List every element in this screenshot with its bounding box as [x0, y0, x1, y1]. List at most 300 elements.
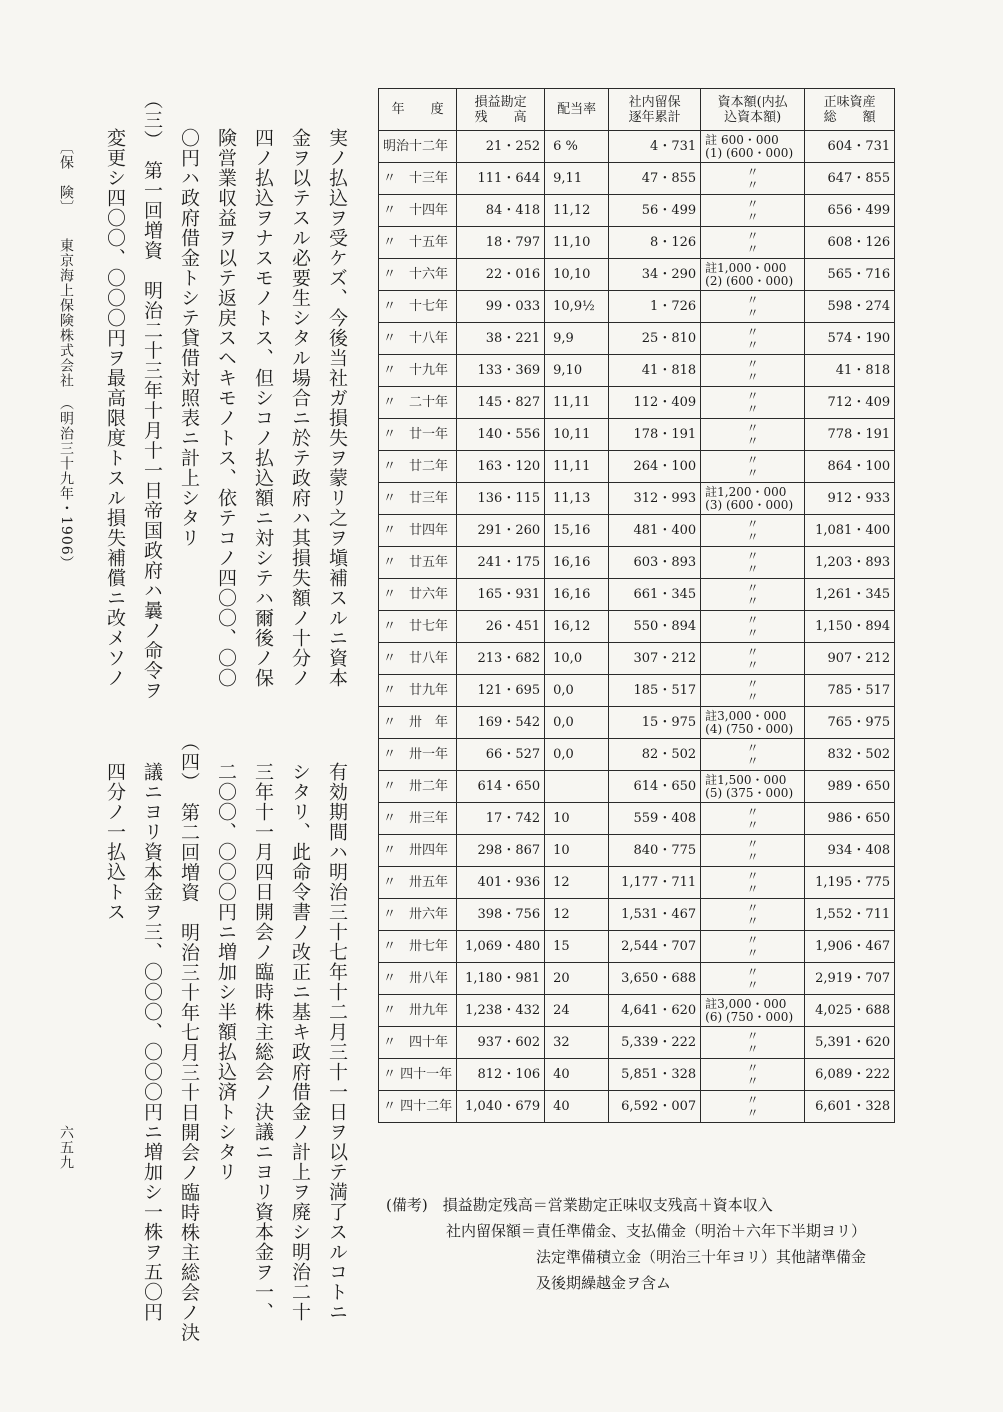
- capital-line: 〃: [746, 292, 759, 307]
- cell-capital: [701, 995, 805, 1027]
- cell-balance: 21・252: [457, 131, 545, 163]
- cell-reserve: 481・400: [609, 515, 701, 547]
- table-row: [379, 323, 895, 355]
- note-line: 及後期繰越金ヲ含ム: [386, 1274, 672, 1292]
- cell-reserve: 25・810: [609, 323, 701, 355]
- cell-year: 〃 十九年: [379, 355, 457, 387]
- cell-rate: 9,10: [545, 355, 609, 387]
- cell-capital: [701, 643, 805, 675]
- cell-capital: [701, 739, 805, 771]
- cell-rate: 16,16: [545, 579, 609, 611]
- cell-reserve: 34・290: [609, 259, 701, 291]
- capital-line: 〃: [746, 561, 759, 576]
- cell-balance: 165・931: [457, 579, 545, 611]
- table-row: [379, 1027, 895, 1059]
- body-column: 三年十一月四日開会ノ臨時株主総会ノ決議ニヨリ資本金ヲ一、: [252, 762, 274, 1322]
- cell-capital: [701, 1027, 805, 1059]
- cell-reserve: 4・731: [609, 131, 701, 163]
- capital-line: 註1,200・000: [705, 484, 787, 499]
- cell-capital: [701, 675, 805, 707]
- capital-line: 〃: [746, 452, 759, 467]
- cell-year: 〃 卅七年: [379, 931, 457, 963]
- capital-line: 〃: [746, 196, 759, 211]
- table-row: [379, 643, 895, 675]
- cell-reserve: 603・893: [609, 547, 701, 579]
- capital-line: 〃: [746, 881, 759, 896]
- cell-capital: [701, 771, 805, 803]
- cell-rate: 0,0: [545, 707, 609, 739]
- cell-reserve: 8・126: [609, 227, 701, 259]
- cell-balance: 1,040・679: [457, 1091, 545, 1123]
- cell-capital: [701, 291, 805, 323]
- cell-rate: 11,13: [545, 483, 609, 515]
- cell-reserve: 661・345: [609, 579, 701, 611]
- capital-line: 註 600・000: [705, 132, 779, 147]
- cell-balance: 140・556: [457, 419, 545, 451]
- cell-balance: 17・742: [457, 803, 545, 835]
- cell-rate: 24: [545, 995, 609, 1027]
- cell-reserve: 6,592・007: [609, 1091, 701, 1123]
- cell-balance: 145・827: [457, 387, 545, 419]
- capital-line: 〃: [746, 1060, 759, 1075]
- capital-line: 〃: [746, 1041, 759, 1056]
- cell-balance: 111・644: [457, 163, 545, 195]
- cell-rate: [545, 771, 609, 803]
- cell-assets: 565・716: [805, 259, 895, 291]
- cell-reserve: 307・212: [609, 643, 701, 675]
- capital-line: 〃: [746, 817, 759, 832]
- cell-year: 〃 卅四年: [379, 835, 457, 867]
- cell-balance: 84・418: [457, 195, 545, 227]
- cell-assets: 1,261・345: [805, 579, 895, 611]
- table-row: [379, 547, 895, 579]
- table-row: [379, 611, 895, 643]
- cell-year: 〃 十四年: [379, 195, 457, 227]
- cell-balance: 1,180・981: [457, 963, 545, 995]
- cell-capital: [701, 1091, 805, 1123]
- cell-balance: 136・115: [457, 483, 545, 515]
- body-column: 変更シ四〇〇、〇〇〇円ヲ最高限度トスル損失補償ニ改メソノ: [104, 128, 126, 688]
- cell-year: 〃 十八年: [379, 323, 457, 355]
- capital-line: 〃: [746, 388, 759, 403]
- cell-year: 〃 廿一年: [379, 419, 457, 451]
- table-row: [379, 931, 895, 963]
- table-row: [379, 1059, 895, 1091]
- cell-year: 〃 廿二年: [379, 451, 457, 483]
- table-row: [379, 515, 895, 547]
- cell-year: 〃 四十二年: [379, 1091, 457, 1123]
- table-row: [379, 355, 895, 387]
- capital-line: 〃: [746, 868, 759, 883]
- table-row: [379, 899, 895, 931]
- cell-balance: 121・695: [457, 675, 545, 707]
- cell-reserve: 312・993: [609, 483, 701, 515]
- table-row: [379, 195, 895, 227]
- table-row: [379, 291, 895, 323]
- cell-reserve: 112・409: [609, 387, 701, 419]
- table-row: [379, 675, 895, 707]
- cell-capital: [701, 515, 805, 547]
- cell-assets: 712・409: [805, 387, 895, 419]
- cell-year: 明治十二年: [379, 131, 457, 163]
- capital-line: 〃: [746, 1028, 759, 1043]
- header-balance: 損益勘定 残 高: [457, 89, 545, 131]
- capital-line: 〃: [746, 913, 759, 928]
- capital-line: 〃: [746, 433, 759, 448]
- cell-year: 〃 廿六年: [379, 579, 457, 611]
- capital-line: 〃: [746, 740, 759, 755]
- section-label: 〔保 険〕: [58, 140, 74, 208]
- cell-rate: 11,10: [545, 227, 609, 259]
- cell-rate: 9,9: [545, 323, 609, 355]
- cell-year: 〃 卅八年: [379, 963, 457, 995]
- cell-reserve: 47・855: [609, 163, 701, 195]
- capital-line: 〃: [746, 305, 759, 320]
- cell-year: 〃 四十一年: [379, 1059, 457, 1091]
- cell-assets: 934・408: [805, 835, 895, 867]
- table-row: [379, 387, 895, 419]
- cell-assets: 6,089・222: [805, 1059, 895, 1091]
- cell-rate: 6 %: [545, 131, 609, 163]
- cell-balance: 38・221: [457, 323, 545, 355]
- cell-assets: 5,391・620: [805, 1027, 895, 1059]
- cell-reserve: 550・894: [609, 611, 701, 643]
- cell-reserve: 3,650・688: [609, 963, 701, 995]
- cell-capital: [701, 835, 805, 867]
- cell-year: 〃 廿七年: [379, 611, 457, 643]
- cell-rate: 32: [545, 1027, 609, 1059]
- cell-assets: 4,025・688: [805, 995, 895, 1027]
- cell-balance: 241・175: [457, 547, 545, 579]
- cell-assets: 986・650: [805, 803, 895, 835]
- cell-assets: 598・274: [805, 291, 895, 323]
- cell-rate: 10,10: [545, 259, 609, 291]
- capital-line: 〃: [746, 516, 759, 531]
- cell-reserve: 82・502: [609, 739, 701, 771]
- cell-rate: 15,16: [545, 515, 609, 547]
- capital-line: 〃: [746, 1073, 759, 1088]
- capital-line: 〃: [746, 964, 759, 979]
- cell-assets: 1,150・894: [805, 611, 895, 643]
- table-body: [379, 131, 895, 1123]
- cell-capital: [701, 323, 805, 355]
- cell-capital: [701, 579, 805, 611]
- cell-rate: 10,11: [545, 419, 609, 451]
- body-column: 議ニヨリ資本金ヲ三、〇〇〇、〇〇〇円ニ増加シ一株ヲ五〇円: [141, 762, 163, 1322]
- table-row: [379, 739, 895, 771]
- cell-rate: 40: [545, 1091, 609, 1123]
- cell-reserve: 5,851・328: [609, 1059, 701, 1091]
- cell-year: 〃 四十年: [379, 1027, 457, 1059]
- cell-year: 〃 卅一年: [379, 739, 457, 771]
- cell-capital: [701, 707, 805, 739]
- capital-line: 〃: [746, 529, 759, 544]
- capital-line: 〃: [746, 676, 759, 691]
- header-rate: 配当率: [545, 89, 609, 131]
- table-header-row: [379, 89, 895, 131]
- cell-year: 〃 卅二年: [379, 771, 457, 803]
- table-row: [379, 483, 895, 515]
- cell-assets: 1,195・775: [805, 867, 895, 899]
- capital-line: 〃: [746, 977, 759, 992]
- capital-line: 〃: [746, 420, 759, 435]
- cell-rate: 15: [545, 931, 609, 963]
- capital-line: 〃: [746, 337, 759, 352]
- capital-line: 〃: [746, 625, 759, 640]
- capital-line: 〃: [746, 548, 759, 563]
- cell-capital: [701, 899, 805, 931]
- cell-capital: [701, 227, 805, 259]
- capital-line: (4) (750・000): [705, 721, 794, 736]
- source-label: 東京海上保険株式会社 （明治三十九年・1906）: [58, 238, 74, 571]
- financial-table: [378, 88, 895, 1123]
- capital-line: 〃: [746, 401, 759, 416]
- cell-balance: 937・602: [457, 1027, 545, 1059]
- body-column: 険営業収益ヲ以テ返戻スヘキモノトス、依テコノ四〇〇、〇〇: [215, 128, 237, 688]
- capital-line: 〃: [746, 241, 759, 256]
- cell-rate: 40: [545, 1059, 609, 1091]
- cell-capital: [701, 131, 805, 163]
- cell-balance: 1,238・432: [457, 995, 545, 1027]
- cell-balance: 1,069・480: [457, 931, 545, 963]
- cell-year: 〃 卅五年: [379, 867, 457, 899]
- cell-reserve: 559・408: [609, 803, 701, 835]
- capital-line: (6) (750・000): [705, 1009, 794, 1024]
- capital-line: 〃: [746, 836, 759, 851]
- cell-rate: 11,12: [545, 195, 609, 227]
- body-column: 四分ノ一払込トス: [104, 762, 126, 922]
- cell-balance: 169・542: [457, 707, 545, 739]
- capital-line: (1) (600・000): [705, 145, 794, 160]
- cell-assets: 41・818: [805, 355, 895, 387]
- cell-reserve: 1,531・467: [609, 899, 701, 931]
- header-assets: 正味資産 総 額: [805, 89, 895, 131]
- cell-balance: 398・756: [457, 899, 545, 931]
- cell-balance: 22・016: [457, 259, 545, 291]
- cell-year: 〃 廿八年: [379, 643, 457, 675]
- cell-year: 〃 卅六年: [379, 899, 457, 931]
- capital-line: 〃: [746, 324, 759, 339]
- cell-assets: 574・190: [805, 323, 895, 355]
- table-notes: [386, 1192, 866, 1296]
- running-header: [58, 140, 74, 571]
- cell-rate: 11,11: [545, 451, 609, 483]
- page-number: 六五九: [58, 1125, 74, 1170]
- header-capital: 資本額(内払 込資本額): [701, 89, 805, 131]
- capital-line: (5) (375・000): [705, 785, 794, 800]
- cell-reserve: 5,339・222: [609, 1027, 701, 1059]
- cell-year: 〃 十三年: [379, 163, 457, 195]
- cell-year: 〃 二十年: [379, 387, 457, 419]
- body-column: 金ヲ以テスル必要生シタル場合ニ於テ政府ハ其損失額ノ十分ノ: [289, 128, 311, 688]
- capital-line: 〃: [746, 657, 759, 672]
- cell-balance: 163・120: [457, 451, 545, 483]
- cell-capital: [701, 963, 805, 995]
- cell-capital: [701, 451, 805, 483]
- cell-rate: 16,16: [545, 547, 609, 579]
- cell-balance: 18・797: [457, 227, 545, 259]
- capital-line: 〃: [746, 900, 759, 915]
- capital-line: 〃: [746, 1092, 759, 1107]
- capital-line: 註3,000・000: [705, 708, 787, 723]
- cell-reserve: 178・191: [609, 419, 701, 451]
- cell-assets: 1,081・400: [805, 515, 895, 547]
- body-column: シタリ、此命令書ノ改正ニ基キ政府借金ノ計上ヲ廃シ明治二十: [289, 762, 311, 1322]
- cell-assets: 989・650: [805, 771, 895, 803]
- cell-balance: 213・682: [457, 643, 545, 675]
- header-year: 年 度: [379, 89, 457, 131]
- table-row: [379, 259, 895, 291]
- table-row: [379, 803, 895, 835]
- cell-assets: 608・126: [805, 227, 895, 259]
- table-row: [379, 451, 895, 483]
- capital-line: 〃: [746, 644, 759, 659]
- cell-assets: 656・499: [805, 195, 895, 227]
- capital-line: 註1,500・000: [705, 772, 787, 787]
- cell-rate: 10,0: [545, 643, 609, 675]
- cell-capital: [701, 483, 805, 515]
- cell-year: 〃 廿九年: [379, 675, 457, 707]
- cell-year: 〃 廿四年: [379, 515, 457, 547]
- cell-capital: [701, 611, 805, 643]
- cell-year: 〃 廿三年: [379, 483, 457, 515]
- capital-line: 〃: [746, 465, 759, 480]
- cell-assets: 912・933: [805, 483, 895, 515]
- cell-balance: 99・033: [457, 291, 545, 323]
- capital-line: 〃: [746, 932, 759, 947]
- cell-capital: [701, 803, 805, 835]
- cell-rate: 12: [545, 899, 609, 931]
- cell-assets: 785・517: [805, 675, 895, 707]
- cell-reserve: 15・975: [609, 707, 701, 739]
- note-line: 法定準備積立金（明治三十年ヨリ）其他諸準備金: [386, 1248, 867, 1266]
- table-row: [379, 163, 895, 195]
- capital-line: 〃: [746, 753, 759, 768]
- body-column: 二〇〇、〇〇〇円ニ増加シ半額払込済トシタリ: [215, 762, 237, 1182]
- capital-line: 〃: [746, 177, 759, 192]
- cell-rate: 10: [545, 835, 609, 867]
- capital-line: 〃: [746, 209, 759, 224]
- cell-reserve: 41・818: [609, 355, 701, 387]
- cell-year: 〃 卅 年: [379, 707, 457, 739]
- capital-line: 〃: [746, 164, 759, 179]
- body-column: 有効期間ハ明治三十七年十二月三十一日ヲ以テ満了スルコトニ: [326, 762, 348, 1322]
- cell-assets: 765・975: [805, 707, 895, 739]
- capital-line: 〃: [746, 228, 759, 243]
- capital-line: (3) (600・000): [705, 497, 794, 512]
- cell-capital: [701, 163, 805, 195]
- body-column: （三） 第一回増資 明治二十三年十月十一日帝国政府ハ曩ノ命令ヲ: [141, 90, 163, 701]
- cell-capital: [701, 387, 805, 419]
- capital-line: 〃: [746, 1105, 759, 1120]
- cell-reserve: 56・499: [609, 195, 701, 227]
- cell-reserve: 2,544・707: [609, 931, 701, 963]
- cell-rate: 0,0: [545, 675, 609, 707]
- capital-line: 〃: [746, 945, 759, 960]
- cell-reserve: 614・650: [609, 771, 701, 803]
- capital-line: (2) (600・000): [705, 273, 794, 288]
- cell-reserve: 1・726: [609, 291, 701, 323]
- cell-year: 〃 十七年: [379, 291, 457, 323]
- cell-assets: 6,601・328: [805, 1091, 895, 1123]
- cell-rate: 9,11: [545, 163, 609, 195]
- cell-balance: 614・650: [457, 771, 545, 803]
- table-row: [379, 579, 895, 611]
- capital-line: 〃: [746, 849, 759, 864]
- table-row: [379, 227, 895, 259]
- cell-balance: 812・106: [457, 1059, 545, 1091]
- cell-rate: 12: [545, 867, 609, 899]
- table-row: [379, 419, 895, 451]
- cell-capital: [701, 259, 805, 291]
- table-row: [379, 131, 895, 163]
- body-column: （四） 第二回増資 明治三十年七月三十日開会ノ臨時株主総会ノ決: [178, 732, 200, 1343]
- cell-assets: 907・212: [805, 643, 895, 675]
- capital-line: 〃: [746, 689, 759, 704]
- table-row: [379, 963, 895, 995]
- cell-year: 〃 十五年: [379, 227, 457, 259]
- cell-balance: 26・451: [457, 611, 545, 643]
- cell-balance: 298・867: [457, 835, 545, 867]
- cell-balance: 401・936: [457, 867, 545, 899]
- cell-assets: 647・855: [805, 163, 895, 195]
- table-row: [379, 835, 895, 867]
- table-row: [379, 867, 895, 899]
- table-row: [379, 771, 895, 803]
- cell-rate: 16,12: [545, 611, 609, 643]
- capital-line: 〃: [746, 804, 759, 819]
- cell-rate: 20: [545, 963, 609, 995]
- capital-line: 註3,000・000: [705, 996, 787, 1011]
- cell-reserve: 4,641・620: [609, 995, 701, 1027]
- cell-assets: 1,906・467: [805, 931, 895, 963]
- cell-assets: 864・100: [805, 451, 895, 483]
- capital-line: 〃: [746, 612, 759, 627]
- cell-rate: 10: [545, 803, 609, 835]
- capital-line: 〃: [746, 593, 759, 608]
- capital-line: 〃: [746, 356, 759, 371]
- cell-balance: 66・527: [457, 739, 545, 771]
- cell-reserve: 185・517: [609, 675, 701, 707]
- cell-rate: 10,9½: [545, 291, 609, 323]
- table-row: [379, 995, 895, 1027]
- cell-capital: [701, 1059, 805, 1091]
- cell-reserve: 264・100: [609, 451, 701, 483]
- cell-capital: [701, 867, 805, 899]
- body-column: 四ノ払込ヲナスモノトス、但シコノ払込額ニ対シテハ爾後ノ保: [252, 128, 274, 688]
- note-line: (備考) 損益勘定残高＝営業勘定正味収支残高＋資本収入: [386, 1196, 773, 1214]
- cell-reserve: 1,177・711: [609, 867, 701, 899]
- note-line: 社内留保額＝責任準備金、支払備金（明治＋六年下半期ヨリ）: [386, 1222, 867, 1240]
- cell-capital: [701, 419, 805, 451]
- cell-capital: [701, 195, 805, 227]
- cell-assets: 2,919・707: [805, 963, 895, 995]
- cell-year: 〃 卅三年: [379, 803, 457, 835]
- cell-balance: 133・369: [457, 355, 545, 387]
- cell-year: 〃 卅九年: [379, 995, 457, 1027]
- cell-balance: 291・260: [457, 515, 545, 547]
- cell-assets: 1,203・893: [805, 547, 895, 579]
- capital-line: 〃: [746, 580, 759, 595]
- cell-assets: 832・502: [805, 739, 895, 771]
- body-column: 実ノ払込ヲ受ケズ、今後当社ガ損失ヲ蒙リ之ヲ塡補スルニ資本: [326, 128, 348, 688]
- cell-rate: 11,11: [545, 387, 609, 419]
- cell-assets: 604・731: [805, 131, 895, 163]
- capital-line: 〃: [746, 369, 759, 384]
- header-reserve: 社内留保 逐年累計: [609, 89, 701, 131]
- cell-capital: [701, 355, 805, 387]
- cell-year: 〃 十六年: [379, 259, 457, 291]
